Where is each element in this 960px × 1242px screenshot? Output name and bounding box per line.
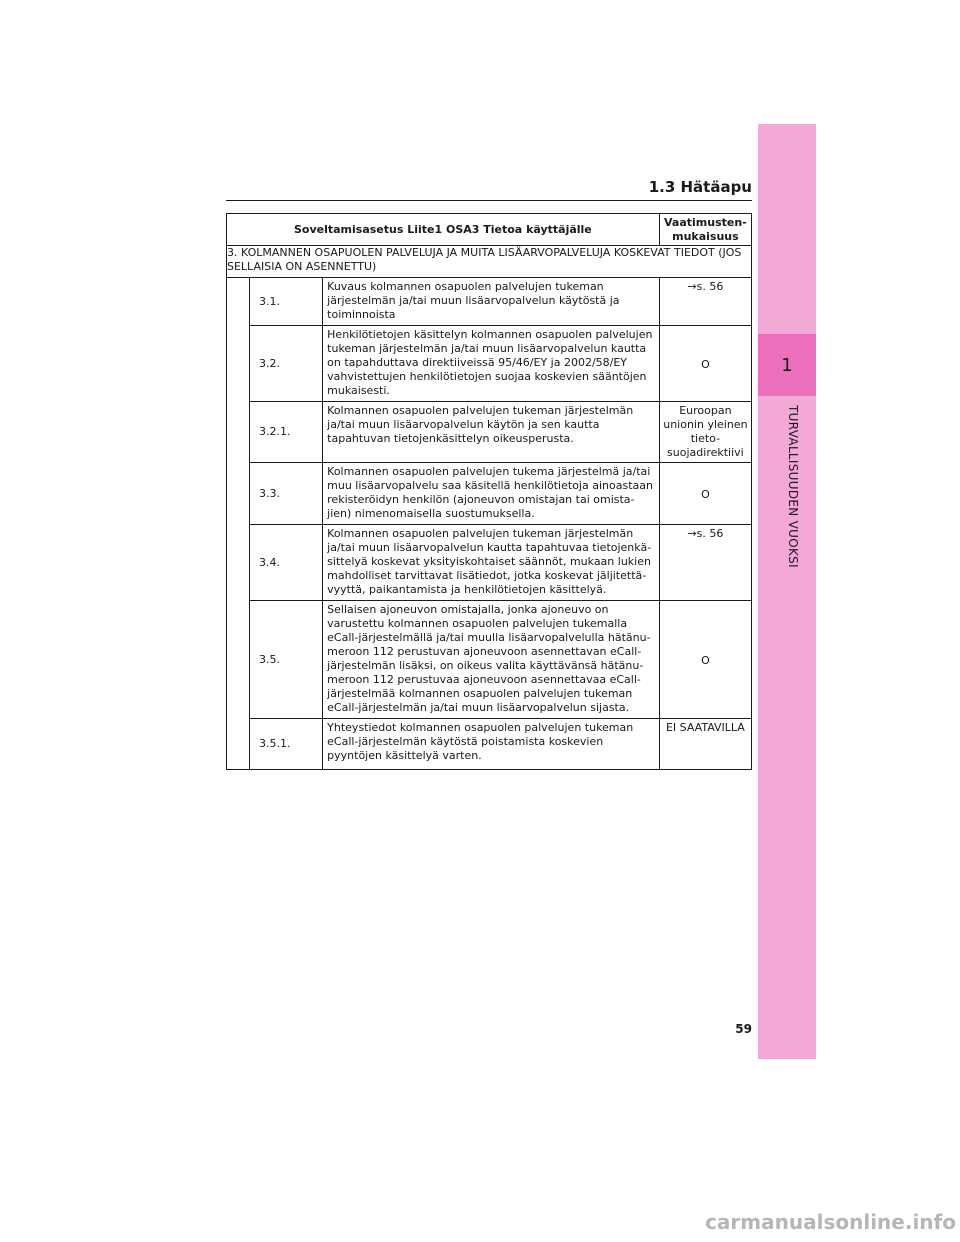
- column-heading-compliance: Vaatimusten-mukaisuus: [659, 214, 751, 246]
- table-row: [227, 278, 752, 326]
- row-compliance: →s. 56: [659, 525, 751, 601]
- table-header-row: [227, 214, 752, 246]
- table-row: [227, 326, 752, 402]
- row-description: Yhteystiedot kolmannen osapuolen palvelujen tukeman eCall-järjestelmän käytöstä poistamista koskevien pyyntöjen käsittelyä varten.: [323, 719, 660, 770]
- row-number: 3.5.1.: [250, 719, 323, 770]
- title-divider: [226, 200, 752, 201]
- row-number: 3.1.: [250, 278, 323, 326]
- section-heading-row: [227, 246, 752, 278]
- row-description: Kuvaus kolmannen osapuolen palvelujen tukeman järjestelmän ja/tai muun lisäarvopalvelun käytöstä ja toiminnoista: [323, 278, 660, 326]
- row-compliance: O: [659, 463, 751, 525]
- row-number: 3.2.1.: [250, 402, 323, 463]
- chapter-number-badge: [758, 334, 816, 396]
- row-description: Kolmannen osapuolen palvelujen tukeman järjestelmän ja/tai muun lisäarvopalvelun käytön ja sen kautta tapahtuvan tietojenkäsittelyn oikeusperusta.: [323, 402, 660, 463]
- table-row: [227, 601, 752, 719]
- row-description: Henkilötietojen käsittelyn kolmannen osapuolen palvelujen tukeman järjestelmän ja/tai muun lisäarvopalvelun kautta on tapahduttava direktiiveissä 95/46/EY ja 2002/58/EY vahvistettujen henkilötietojen suojaa koskevien sääntöjen mukaisesti.: [323, 326, 660, 402]
- row-number: 3.2.: [250, 326, 323, 402]
- row-compliance: →s. 56: [659, 278, 751, 326]
- table-row: [227, 402, 752, 463]
- section-heading: 3. KOLMANNEN OSAPUOLEN PALVELUJA JA MUITA LISÄARVOPALVELUJA KOSKEVAT TIEDOT (JOS SELLAISIA ON ASENNETTU): [227, 246, 752, 278]
- row-compliance: O: [659, 601, 751, 719]
- chapter-label: TURVALLISUUDEN VUOKSI: [786, 405, 800, 568]
- row-description: Kolmannen osapuolen palvelujen tukeman järjestelmän ja/tai muun lisäarvopalvelun kautta tapahtuvaa tietojenkä-sittelyä koskevat yksityiskohtaiset säännöt, mukaan lukien mahdolliset tarvittavat lisätiedot, jotka koskevat jäljitettä-vyyttä, paikantamista ja henkilötietojen käsittelyä.: [323, 525, 660, 601]
- chapter-number: 1: [781, 354, 793, 376]
- table-row: [227, 463, 752, 525]
- watermark: carmanualsonline.info: [705, 1210, 956, 1234]
- row-compliance: Euroopan unionin yleinen tieto-suojadirektiivi: [659, 402, 751, 463]
- row-compliance: EI SAATAVILLA: [659, 719, 751, 770]
- column-heading-info: Soveltamisasetus Liite1 OSA3 Tietoa käyttäjälle: [227, 214, 660, 246]
- row-number: 3.4.: [250, 525, 323, 601]
- indent-cell: [227, 278, 250, 770]
- row-number: 3.3.: [250, 463, 323, 525]
- table-row: [227, 525, 752, 601]
- section-title: 1.3 Hätäapu: [648, 178, 752, 196]
- row-description: Sellaisen ajoneuvon omistajalla, jonka ajoneuvo on varustettu kolmannen osapuolen palvelujen tukemalla eCall-järjestelmällä ja/tai muulla lisäarvopalvelulla hätänu-meroon 112 perustuvan ajoneuvoon asennettavan eCall-järjestelmän lisäksi, on oikeus valita käyttävänsä hätänu-meroon 112 perustuvaa ajoneuvoon asennettavaa eCall-järjestelmää kolmannen osapuolen palvelujen tukeman eCall-järjestelmän ja/tai muun lisäarvopalvelun sijasta.: [323, 601, 660, 719]
- row-description: Kolmannen osapuolen palvelujen tukema järjestelmä ja/tai muu lisäarvopalvelu saa käsitellä henkilötietoja ainoastaan rekisteröidyn henkilön (ajoneuvon omistajan tai omista-jien) nimenomaisella suostumuksella.: [323, 463, 660, 525]
- row-compliance: O: [659, 326, 751, 402]
- table-row: [227, 719, 752, 770]
- compliance-table: [226, 213, 752, 770]
- row-number: 3.5.: [250, 601, 323, 719]
- page-number: 59: [735, 1022, 752, 1036]
